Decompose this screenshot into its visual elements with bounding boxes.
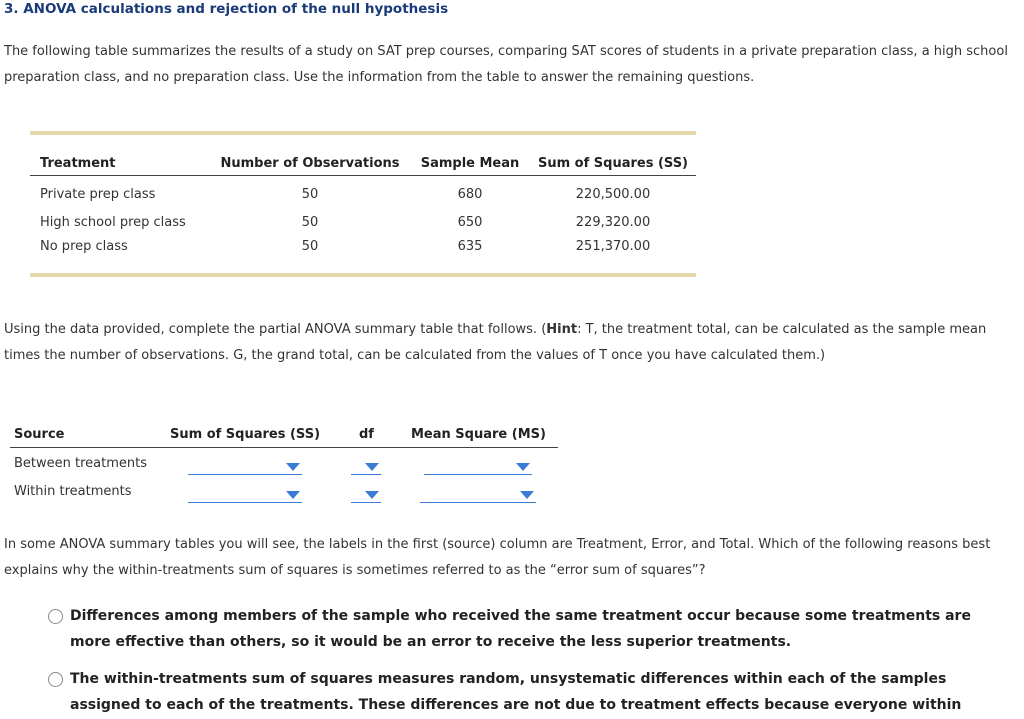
between-df-dropdown[interactable] [351,456,381,475]
cell-mean: 635 [457,239,483,254]
anova-row-between [10,448,558,476]
chevron-down-icon [365,491,379,499]
instructions-paragraph [4,317,1009,369]
hint-label: Hint [546,322,578,337]
answer-option[interactable] [48,666,988,718]
table-bottom-rule [30,273,696,277]
instructions-hint-text: : T, the treatment total, can be calculated as the sample mean times the number of observations. G, the grand total, can be calculated from the values of T once you have calculated them.) [4,322,987,363]
table-row [30,208,696,236]
within-ms-dropdown[interactable] [420,484,536,503]
anova-header-ss: Sum of Squares (SS) [170,427,321,442]
cell-mean: 650 [457,214,483,230]
cell-n: 50 [301,186,319,202]
radio-button[interactable] [48,672,63,687]
anova-row-within [10,476,558,504]
chevron-down-icon [286,463,300,471]
answer-option-text: Differences among members of the sample who received the same treatment occur because some treatments are more effective than others, so it would be an error to receive the less superior treatments. [70,608,971,650]
anova-header-ms: Mean Square (MS) [411,427,546,442]
instructions-text: Using the data provided, complete the partial ANOVA summary table that follows. ( [4,322,547,337]
data-table [30,131,696,277]
anova-header-source: Source [14,427,65,442]
intro-paragraph: The following table summarizes the results of a study on SAT prep courses, comparing SAT scores of students in a private preparation class, a high school preparation class, and no preparation class. Use the information from the table to answer the remaining questions. [4,44,1008,85]
answer-option-text: The within-treatments sum of squares measures random, unsystematic differences within each of the samples assigned to each of the treatments. These differences are not due to treatment effects because everyone within [70,671,962,713]
anova-table [10,424,558,504]
cell-ss: 229,320.00 [575,214,651,230]
header-sum-of-squares: Sum of Squares (SS) [530,135,696,176]
anova-header-row [10,424,558,448]
between-ms-dropdown[interactable] [424,456,532,475]
anova-header-df: df [359,427,374,442]
question-title: 3. ANOVA calculations and rejection of the null hypothesis [4,1,449,17]
within-df-dropdown[interactable] [351,484,381,503]
answer-option[interactable] [48,603,988,655]
cell-treatment: High school prep class [40,214,186,230]
table-row [30,176,696,209]
chevron-down-icon [286,491,300,499]
cell-n: 50 [301,239,319,254]
header-observations: Number of Observations [210,135,410,176]
header-sample-mean: Sample Mean [410,135,530,176]
cell-ss: 251,370.00 [575,239,651,254]
cell-n: 50 [301,214,319,230]
cell-ss: 220,500.00 [575,186,651,202]
within-ss-dropdown[interactable] [188,484,302,503]
anova-source-label: Between treatments [14,456,148,471]
anova-source-label: Within treatments [14,484,132,499]
table-row [30,236,696,273]
cell-treatment: Private prep class [40,186,156,202]
cell-mean: 680 [457,186,483,202]
chevron-down-icon [365,463,379,471]
cell-treatment: No prep class [40,239,128,254]
radio-button[interactable] [48,609,63,624]
chevron-down-icon [516,463,530,471]
header-treatment: Treatment [30,135,210,176]
between-ss-dropdown[interactable] [188,456,302,475]
chevron-down-icon [520,491,534,499]
question-paragraph: In some ANOVA summary tables you will see, the labels in the first (source) column are Treatment, Error, and Total. Which of the following reasons best explains why the within-treatments sum of squares is sometimes referred to as the “error sum of squares”? [4,537,991,578]
